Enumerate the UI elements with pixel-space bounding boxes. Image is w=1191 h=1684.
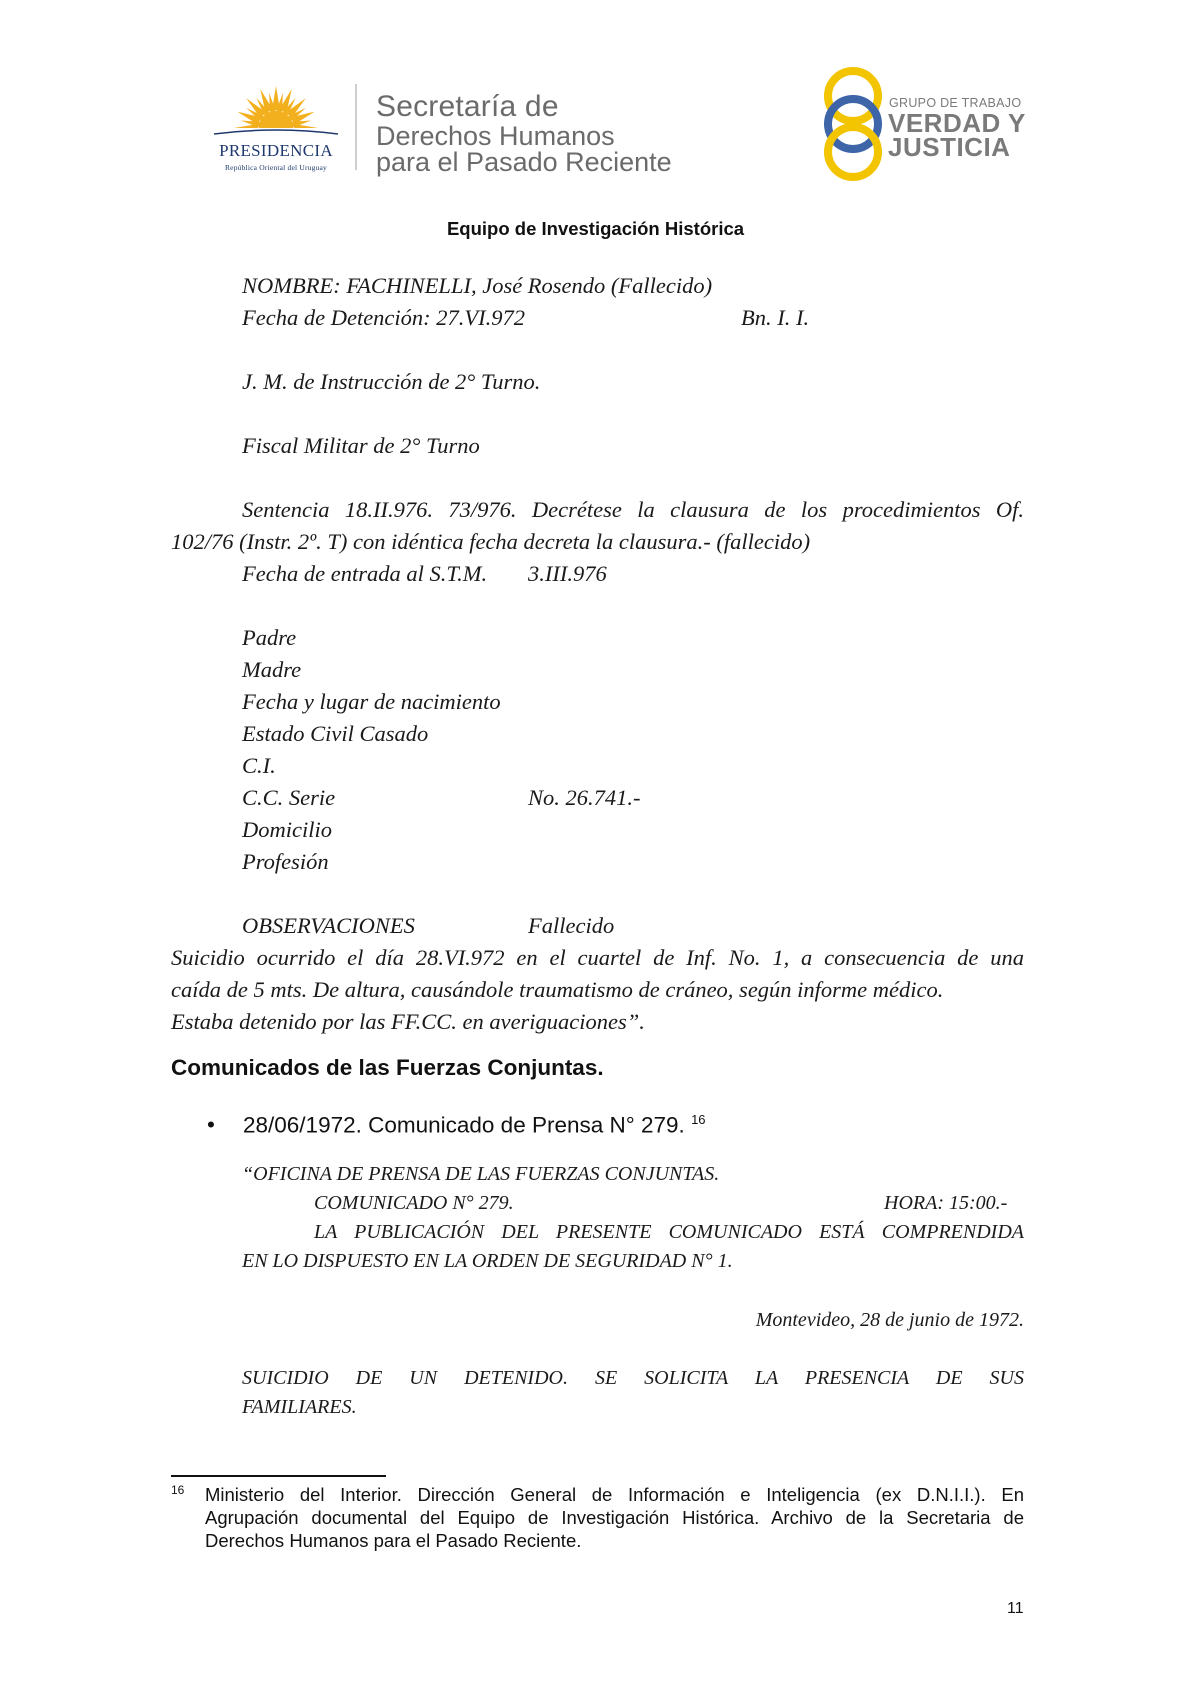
- footnote-line-3: Derechos Humanos para el Pasado Reciente.: [205, 1530, 582, 1551]
- record-fiscal: Fiscal Militar de 2° Turno: [242, 433, 480, 458]
- communique-publication-line-2: EN LO DISPUESTO EN LA ORDEN DE SEGURIDAD N° 1.: [242, 1250, 733, 1272]
- record-observaciones-label: OBSERVACIONES: [242, 913, 415, 938]
- communique-publication-line-1: LA PUBLICACIÓN DEL PRESENTE COMUNICADO ESTÁ COMPRENDIDA: [314, 1221, 1024, 1243]
- record-obs-line-1: Suicidio ocurrido el día 28.VI.972 en el cuartel de Inf. No. 1, a consecuencia de una: [171, 945, 1024, 970]
- page-number: 11: [1007, 1600, 1024, 1617]
- communique-office: “OFICINA DE PRENSA DE LAS FUERZAS CONJUNTAS.: [242, 1163, 720, 1185]
- footnote-number: 16: [171, 1483, 185, 1497]
- grupo-line-3: JUSTICIA: [888, 132, 1011, 162]
- grupo-line-1: GRUPO DE TRABAJO: [889, 96, 1022, 110]
- record-nombre: NOMBRE: FACHINELLI, José Rosendo (Fallecido): [242, 273, 713, 298]
- record-profesion: Profesión: [242, 849, 329, 874]
- record-cc-value: No. 26.741.-: [528, 785, 641, 810]
- record-sentencia-line-2: 102/76 (Instr. 2º. T) con idéntica fecha decreta la clausura.- (fallecido): [171, 529, 811, 554]
- footnote-line-1: Ministerio del Interior. Dirección General de Información e Inteligencia (ex D.N.I.I.). En: [205, 1484, 1024, 1505]
- presidencia-text: PRESIDENCIA: [219, 141, 333, 160]
- record-sentencia-line-1: Sentencia 18.II.976. 73/976. Decrétese la clausura de los procedimientos Of.: [242, 497, 1024, 522]
- bullet-item: [243, 1112, 706, 1139]
- record-ci: C.I.: [242, 753, 276, 778]
- communique-hora: HORA: 15:00.-: [884, 1192, 1008, 1214]
- secretaria-line-3: para el Pasado Reciente: [376, 147, 672, 177]
- communique-number: COMUNICADO N° 279.: [314, 1192, 514, 1214]
- record-madre: Madre: [242, 657, 302, 682]
- bullet-marker: •: [207, 1112, 215, 1137]
- secretaria-line-2: Derechos Humanos: [376, 121, 615, 151]
- footnote-divider: [171, 1475, 386, 1477]
- record-unidad: Bn. I. I.: [741, 305, 810, 330]
- record-estado-civil: Estado Civil Casado: [242, 721, 429, 746]
- record-observaciones-value: Fallecido: [528, 913, 615, 938]
- section-heading: Comunicados de las Fuerzas Conjuntas.: [171, 1055, 604, 1080]
- record-nacimiento: Fecha y lugar de nacimiento: [242, 689, 501, 714]
- secretaria-line-1: Secretaría de: [376, 90, 559, 123]
- communique-heading-line-1: SUICIDIO DE UN DETENIDO. SE SOLICITA LA PRESENCIA DE SUS: [242, 1367, 1024, 1389]
- grupo-rings-logo-icon: [813, 62, 893, 186]
- record-fecha-detencion: Fecha de Detención: 27.VI.972: [242, 305, 526, 330]
- presidencia-subtitle: República Oriental del Uruguay: [224, 163, 327, 172]
- bullet-text: 28/06/1972. Comunicado de Prensa N° 279.: [243, 1112, 685, 1138]
- grupo-line-2: VERDAD Y: [888, 108, 1026, 138]
- record-cc-label: C.C. Serie: [242, 785, 336, 810]
- record-padre: Padre: [242, 625, 297, 650]
- communique-heading-line-2: FAMILIARES.: [242, 1396, 357, 1418]
- team-title: Equipo de Investigación Histórica: [446, 218, 745, 239]
- record-juzgado: J. M. de Instrucción de 2° Turno.: [242, 369, 541, 394]
- record-entrada-label: Fecha de entrada al S.T.M.: [242, 561, 488, 586]
- footnote-line-2: Agrupación documental del Equipo de Investigación Histórica. Archivo de la Secretaria de: [205, 1507, 1024, 1528]
- record-obs-line-3: Estaba detenido por las FF.CC. en averiguaciones”.: [171, 1009, 645, 1034]
- record-obs-line-2: caída de 5 mts. De altura, causándole traumatismo de cráneo, según informe médico.: [171, 977, 944, 1002]
- header-divider: [355, 84, 357, 170]
- record-domicilio: Domicilio: [242, 817, 332, 842]
- communique-date: Montevideo, 28 de junio de 1972.: [755, 1309, 1024, 1331]
- record-entrada-value: 3.III.976: [528, 561, 607, 586]
- footnote-reference[interactable]: 16: [691, 1112, 706, 1127]
